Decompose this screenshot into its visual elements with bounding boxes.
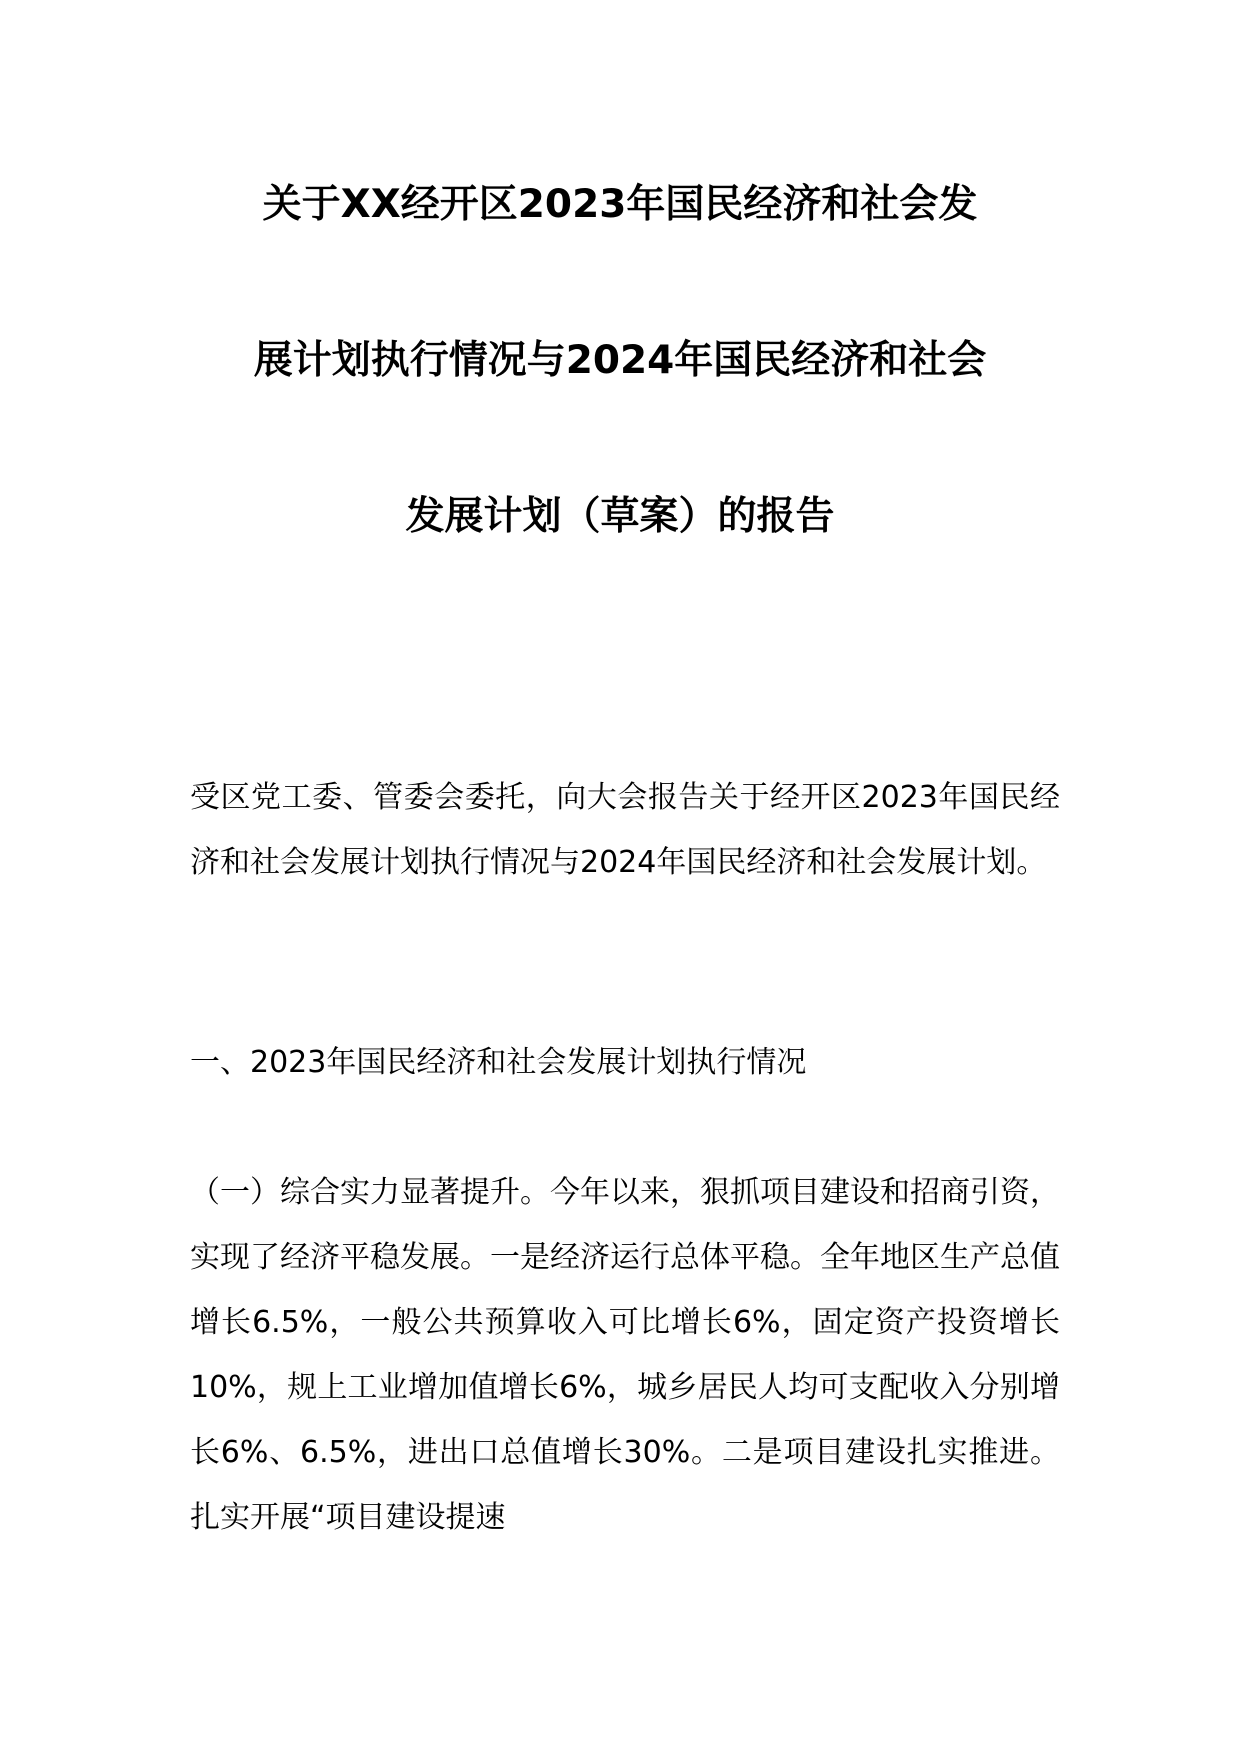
section-heading: 一、2023年国民经济和社会发展计划执行情况 bbox=[190, 1045, 807, 1080]
document-title bbox=[190, 175, 1050, 643]
title-line-1: 关于XX经开区2023年国民经济和社会发 bbox=[262, 182, 978, 227]
title-line-2: 展计划执行情况与2024年国民经济和社会 bbox=[253, 338, 987, 383]
intro-paragraph: 受区党工委、管委会委托，向大会报告关于经开区2023年国民经济和社会发展计划执行情况与2024年国民经济和社会发展计划。 bbox=[190, 780, 1060, 880]
section-paragraph: （一）综合实力显著提升。今年以来，狠抓项目建设和招商引资，实现了经济平稳发展。一是经济运行总体平稳。全年地区生产总值增长6.5%，一般公共预算收入可比增长6%，固定资产投资增长10%，规上工业增加值增长6%，城乡居民人均可支配收入分别增长6%、6.5%，进出口总值增长30%。二是项目建设扎实推进。扎实开展“项目建设提速 bbox=[190, 1175, 1060, 1535]
title-line-3: 发展计划（草案）的报告 bbox=[405, 494, 835, 539]
